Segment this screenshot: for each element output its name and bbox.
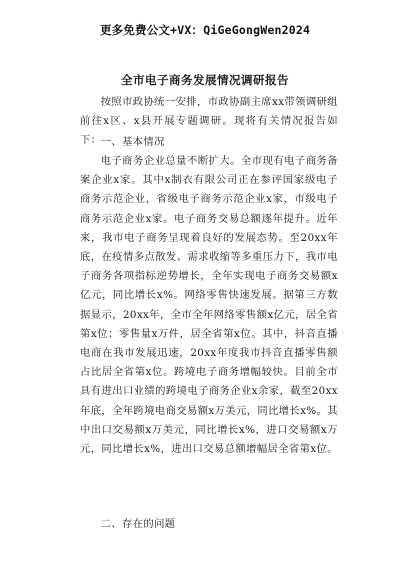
document-title: 全市电子商务发展情况调研报告 (121, 73, 289, 87)
section-heading-problems: 二、存在的问题 (100, 518, 176, 530)
intro-paragraph: 按照市政协统一安排，市政协副主席xx带领调研组前往x区、x县开展专题调研。现将有关情况报告如下： (80, 96, 338, 147)
section1-paragraph: 电子商务企业总量不断扩大。全市现有电子商务备案企业x家。其中x制衣有限公司正在参评国家级电子商务示范企业，省级电子商务示范企业x家，市级电子商务示范企业x家。电子商务交易总额逐年提升。近年来，我市电子商务呈现着良好的发展态势。至20xx年底，在疫情多点散发、需求收缩等多重压力下，我市电子商务各项指标逆势增长，全年实现电子商务交易额x亿元，同比增长x%。网络零售快速发展。据第三方数据显示，20xx年，全市全年网络零售额x亿元，居全省第x位；零售量x万件，居全省第x位。其中，抖音直播电商在我市发展迅速，20xx年度我市抖音直播零售额占比居全省第x位。跨境电子商务增幅较快。目前全市具有进出口业绩的跨境电子商务企业x余家，截至20xx年底，全年跨境电商交易额x万美元，同比增长x%。其中出口交易额x万美元，同比增长x%，进口交易额x万元，同比增长x%，进出口交易总额增幅居全省第x位。 (80, 155, 338, 456)
watermark-header: 更多免费公文+VX：QiGeGongWen2024 (99, 23, 311, 37)
section-heading-basic-situation: 一、基本情况 (100, 136, 165, 148)
